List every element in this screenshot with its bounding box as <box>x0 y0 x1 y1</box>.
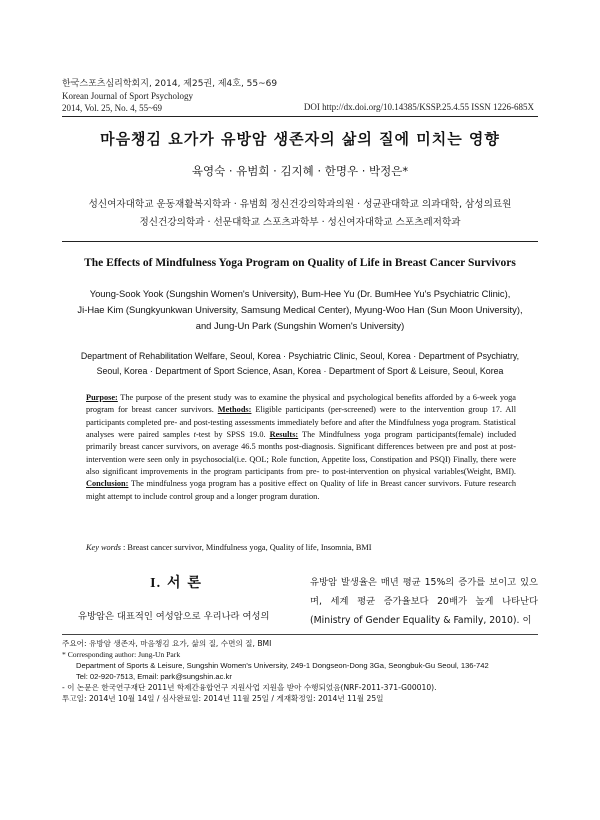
results-label: Results: <box>269 430 299 440</box>
keywords-label: Key words <box>86 543 121 552</box>
author-en-line: and Jung-Un Park (Sungshin Women's University) <box>195 320 405 331</box>
footnote-address: Department of Sports & Leisure, Sungshin Women's University, 249-1 Dongseon-Dong 3Ga, Seongbuk-Gu Seoul, 136-742 <box>76 661 489 670</box>
footnote-dates: 투고일: 2014년 10월 14일 / 심사완료일: 2014년 11월 25일 / 게재확정일: 2014년 11월 25일 <box>62 694 384 703</box>
methods-text-end: -test by SPSS 19.0. <box>195 430 270 440</box>
header-rule <box>62 116 538 117</box>
footnote-contact: Tel: 02-920-7513, Email: park@sungshin.ac.kr <box>76 672 232 681</box>
footnote-rule <box>62 634 538 635</box>
journal-name-ko: 한국스포츠심리학회지, 2014, 제25권, 제4호, 55~69 <box>62 79 278 89</box>
methods-text: Eligible participants (per-screened) were to the intervention group 17. All participants completed pre- and post-testing assessments immediately before and after the Mindfulness yoga program. Statistical analyses were paired samples <box>86 405 516 440</box>
section-title: 서 론 <box>161 575 202 591</box>
abstract <box>86 392 516 503</box>
keywords <box>86 543 516 552</box>
conclusion-label: Conclusion: <box>86 479 129 489</box>
footnote-funding: - 이 논문은 한국연구재단 2011년 학제간융합연구 지원사업 지원을 받아 수행되었음(NRF-2011-371-G00010). <box>62 683 437 692</box>
keywords-text: : Breast cancer survivor, Mindfulness yoga, Quality of life, Insomnia, BMI <box>120 543 372 552</box>
journal-header <box>62 78 277 114</box>
affiliation-en-line: Seoul, Korea · Department of Sport Science, Asan, Korea · Department of Sport & Leisure, Seoul, Korea <box>96 366 504 376</box>
author-en-line: Ji-Hae Kim (Sungkyunkwan University, Samsung Medical Center), Myung-Woo Han (Sun Moon University), <box>77 304 523 315</box>
title-korean: 마음챙김 요가가 유방암 생존자의 삶의 질에 미치는 영향 <box>100 130 500 148</box>
volume-line: 2014, Vol. 25, No. 4, 55~69 <box>62 103 163 113</box>
affiliation-ko-line: 성신여자대학교 운동재활복지학과 · 유범희 정신건강의학과의원 · 성균관대학교 의과대학, 삼성의료원 <box>88 199 512 210</box>
authors-korean: 육영숙 · 유범희 · 김지혜 · 한명우 · 박정은* <box>191 164 409 178</box>
purpose-text: The purpose of the present study was to examine the physical and psychological benefits afforded by a 6-week yoga program for breast cancer survivors. <box>86 393 516 415</box>
journal-name-en: Korean Journal of Sport Psychology <box>62 91 193 101</box>
title-rule <box>62 241 538 242</box>
section-heading <box>62 572 290 592</box>
conclusion-text: The mindfulness yoga program has a positive effect on Quality of life in Breast cancer survivors. Future research might attempt to include control group and a longer program duration. <box>86 479 516 501</box>
t-test-italic: t <box>193 430 196 440</box>
affiliations-korean <box>62 196 538 232</box>
methods-label: Methods: <box>217 405 252 415</box>
affiliation-ko-line: 정신건강의학과 · 선문대학교 스포츠과학부 · 성신여자대학교 스포츠레저학과 <box>139 217 461 228</box>
authors-english <box>62 286 538 334</box>
footnotes <box>62 638 538 704</box>
section-number: I. <box>150 576 162 591</box>
footnote-keywords: 주요어: 유방암 생존자, 마음챙김 요가, 삶의 질, 수면의 질, BMI <box>62 639 272 648</box>
results-text: The Mindfulness yoga program participants(female) included primarily breast cancer survivors, on average 46.5 months post-diagnosis. Significant differences between pre and post at post-intervention were seen only in psychosocial(i.e. QOL; Role function, Appetite loss, Constipation and PSQI) Finally, there were also significant improvements in the program participants from pre- to post-intervention on physical variables(Weight, BMI). <box>86 430 516 477</box>
body-column-left: 유방암은 대표적인 여성암으로 우리나라 여성의 <box>78 611 270 622</box>
doi-issn: DOI http://dx.doi.org/10.14385/KSSP.25.4.55 ISSN 1226-685X <box>303 102 534 112</box>
author-en-line: Young-Sook Yook (Sungshin Women's University), Bum-Hee Yu (Dr. BumHee Yu's Psychiatric Clinic), <box>89 288 511 299</box>
purpose-label: Purpose: <box>86 393 118 402</box>
title-english: The Effects of Mindfulness Yoga Program on Quality of Life in Breast Cancer Survivors <box>84 257 516 269</box>
affiliation-en-line: Department of Rehabilitation Welfare, Seoul, Korea · Psychiatric Clinic, Seoul, Korea · Department of Psychiatry, <box>80 351 520 361</box>
affiliations-english <box>62 349 538 379</box>
footnote-corresponding: * Corresponding author: Jung-Un Park <box>62 650 181 659</box>
body-column-right: 유방암 발생율은 매년 평균 15%의 증가를 보이고 있으며, 세계 평균 증가율보다 20배가 높게 나타난다 (Ministry of Gender Equality & Family, 2010). 이 <box>310 577 538 626</box>
